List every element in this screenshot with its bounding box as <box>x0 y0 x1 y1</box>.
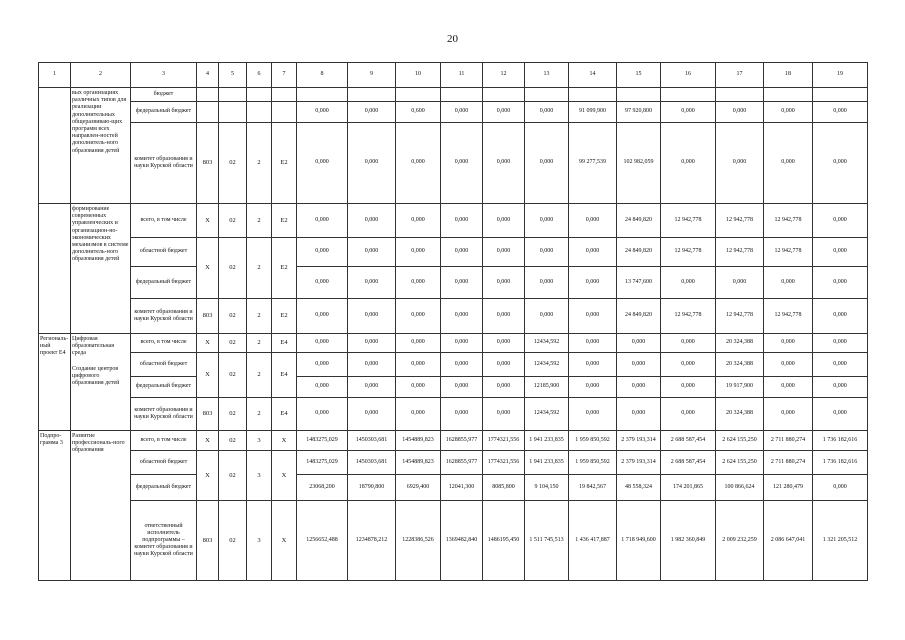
budget-code-cell <box>197 88 219 102</box>
budget-code-cell: Е4 <box>272 353 297 398</box>
funding-source-cell: областной бюджет <box>131 353 197 377</box>
column-number-cell: 19 <box>813 63 868 88</box>
amount-cell: 0,600 <box>396 102 441 123</box>
budget-code-cell: 2 <box>247 334 272 353</box>
amount-cell: 48 558,324 <box>617 475 661 501</box>
amount-cell: 20 324,388 <box>716 334 764 353</box>
column-number-cell: 4 <box>197 63 219 88</box>
amount-cell <box>764 88 813 102</box>
amount-cell: 0,000 <box>661 398 716 431</box>
amount-cell: 0,000 <box>483 377 525 398</box>
column-number-cell: 2 <box>71 63 131 88</box>
funding-source-cell: областной бюджет <box>131 451 197 475</box>
amount-cell: 1774321,556 <box>483 451 525 475</box>
amount-cell: 1486195,450 <box>483 501 525 581</box>
amount-cell: 12 942,778 <box>716 238 764 267</box>
amount-cell: 0,000 <box>396 238 441 267</box>
amount-cell: 1628855,977 <box>441 451 483 475</box>
budget-code-cell: Е2 <box>272 123 297 204</box>
program-title-cell <box>71 431 131 581</box>
amount-cell: 121 280,479 <box>764 475 813 501</box>
amount-cell: 12434,592 <box>525 334 569 353</box>
amount-cell <box>661 88 716 102</box>
amount-cell <box>396 88 441 102</box>
amount-cell: 0,000 <box>569 299 617 334</box>
column-number-cell: 11 <box>441 63 483 88</box>
table-row <box>39 238 868 267</box>
amount-cell: 0,000 <box>716 123 764 204</box>
funding-source-cell: комитет образования и науки Курской области <box>131 398 197 431</box>
amount-cell <box>297 88 348 102</box>
budget-code-cell: 02 <box>219 204 247 238</box>
amount-cell: 24 849,820 <box>617 204 661 238</box>
column-number-cell: 7 <box>272 63 297 88</box>
amount-cell: 0,000 <box>297 123 348 204</box>
column-number-cell: 6 <box>247 63 272 88</box>
table-row <box>39 398 868 431</box>
amount-cell: 13 747,600 <box>617 267 661 299</box>
amount-cell: 0,000 <box>661 353 716 377</box>
amount-cell: 12185,900 <box>525 377 569 398</box>
amount-cell: 1 436 417,887 <box>569 501 617 581</box>
amount-cell: 0,000 <box>483 334 525 353</box>
amount-cell: 0,000 <box>483 299 525 334</box>
funding-source-cell: всего, в том числе <box>131 431 197 451</box>
amount-cell <box>716 88 764 102</box>
amount-cell: 0,000 <box>297 398 348 431</box>
amount-cell: 0,000 <box>764 353 813 377</box>
budget-table-body <box>39 63 868 581</box>
amount-cell: 9 104,150 <box>525 475 569 501</box>
amount-cell: 1 941 233,835 <box>525 431 569 451</box>
amount-cell: 0,000 <box>441 377 483 398</box>
amount-cell <box>348 88 396 102</box>
budget-code-cell: Е2 <box>272 238 297 299</box>
amount-cell: 0,000 <box>525 267 569 299</box>
budget-code-cell <box>247 102 272 123</box>
budget-code-cell: X <box>272 451 297 501</box>
amount-cell: 1256652,488 <box>297 501 348 581</box>
amount-cell: 0,000 <box>483 267 525 299</box>
amount-cell: 0,000 <box>441 102 483 123</box>
budget-code-cell: 02 <box>219 451 247 501</box>
budget-code-cell: 2 <box>247 353 272 398</box>
column-number-cell: 5 <box>219 63 247 88</box>
amount-cell: 1369482,840 <box>441 501 483 581</box>
amount-cell: 0,000 <box>348 238 396 267</box>
budget-table <box>38 62 868 581</box>
funding-source-cell: бюджет <box>131 88 197 102</box>
amount-cell: 0,000 <box>813 299 868 334</box>
amount-cell: 0,000 <box>348 102 396 123</box>
budget-code-cell: 2 <box>247 398 272 431</box>
amount-cell: 174 201,865 <box>661 475 716 501</box>
amount-cell: 0,000 <box>396 267 441 299</box>
program-cell: Подпро-грамма 3 <box>39 431 71 581</box>
budget-code-cell: 2 <box>247 238 272 299</box>
funding-source-cell: федеральный бюджет <box>131 102 197 123</box>
amount-cell: 8085,800 <box>483 475 525 501</box>
amount-cell: 0,000 <box>813 475 868 501</box>
table-row <box>39 377 868 398</box>
table-row <box>39 267 868 299</box>
amount-cell <box>617 88 661 102</box>
budget-code-cell: X <box>197 451 219 501</box>
funding-source-cell: федеральный бюджет <box>131 267 197 299</box>
funding-source-cell: всего, в том числе <box>131 334 197 353</box>
amount-cell: 19 842,567 <box>569 475 617 501</box>
amount-cell: 0,000 <box>813 398 868 431</box>
amount-cell: 0,000 <box>396 353 441 377</box>
amount-cell: 0,000 <box>617 353 661 377</box>
amount-cell: 0,000 <box>297 353 348 377</box>
amount-cell: 0,000 <box>525 123 569 204</box>
amount-cell: 0,000 <box>483 102 525 123</box>
budget-code-cell <box>272 88 297 102</box>
budget-code-cell <box>247 88 272 102</box>
amount-cell: 12 942,778 <box>716 299 764 334</box>
amount-cell: 12 942,778 <box>661 204 716 238</box>
amount-cell: 0,000 <box>348 353 396 377</box>
amount-cell: 19 917,900 <box>716 377 764 398</box>
amount-cell: 1450303,681 <box>348 431 396 451</box>
amount-cell: 97 920,800 <box>617 102 661 123</box>
table-row <box>39 451 868 475</box>
budget-code-cell: 02 <box>219 501 247 581</box>
amount-cell: 0,000 <box>297 102 348 123</box>
amount-cell: 0,000 <box>661 334 716 353</box>
amount-cell <box>441 88 483 102</box>
amount-cell: 1483275,029 <box>297 431 348 451</box>
amount-cell: 0,000 <box>348 299 396 334</box>
amount-cell: 0,000 <box>764 102 813 123</box>
column-number-cell: 10 <box>396 63 441 88</box>
budget-code-cell: 02 <box>219 398 247 431</box>
budget-code-cell: 2 <box>247 123 272 204</box>
amount-cell: 0,000 <box>348 377 396 398</box>
amount-cell: 0,000 <box>441 334 483 353</box>
amount-cell: 0,000 <box>716 102 764 123</box>
amount-cell: 2 379 193,314 <box>617 431 661 451</box>
budget-code-cell: Е4 <box>272 334 297 353</box>
table-header-row <box>39 63 868 88</box>
table-row <box>39 334 868 353</box>
amount-cell: 0,000 <box>569 398 617 431</box>
budget-code-cell: X <box>272 431 297 451</box>
program-title-cell <box>71 88 131 204</box>
amount-cell: 0,000 <box>441 299 483 334</box>
column-number-cell: 16 <box>661 63 716 88</box>
amount-cell: 1483275,029 <box>297 451 348 475</box>
table-row <box>39 204 868 238</box>
budget-code-cell: 803 <box>197 501 219 581</box>
amount-cell: 0,000 <box>569 334 617 353</box>
amount-cell: 1 941 233,835 <box>525 451 569 475</box>
budget-code-cell: 02 <box>219 299 247 334</box>
program-title-cell <box>71 204 131 334</box>
amount-cell <box>525 88 569 102</box>
amount-cell: 0,000 <box>348 204 396 238</box>
amount-cell: 0,000 <box>396 204 441 238</box>
amount-cell: 12 942,778 <box>764 299 813 334</box>
program-cell <box>39 204 71 334</box>
amount-cell: 1628855,977 <box>441 431 483 451</box>
funding-source-cell: всего, в том числе <box>131 204 197 238</box>
table-row <box>39 353 868 377</box>
amount-cell: 0,000 <box>813 204 868 238</box>
budget-code-cell: Е2 <box>272 299 297 334</box>
amount-cell: 1228386,526 <box>396 501 441 581</box>
amount-cell: 0,000 <box>525 299 569 334</box>
table-row <box>39 299 868 334</box>
budget-code-cell: Е2 <box>272 204 297 238</box>
budget-code-cell: 02 <box>219 431 247 451</box>
amount-cell: 0,000 <box>348 334 396 353</box>
amount-cell: 0,000 <box>396 299 441 334</box>
amount-cell: 0,000 <box>441 204 483 238</box>
amount-cell: 12 942,778 <box>764 204 813 238</box>
program-title-line: вых организациях различных типов для реализации дополнительных общеразвиваю-щих программ всех направлен-ностей дополнитель-ного образования детей <box>72 90 127 154</box>
amount-cell: 0,000 <box>441 398 483 431</box>
amount-cell: 0,000 <box>764 398 813 431</box>
amount-cell: 1454889,823 <box>396 431 441 451</box>
amount-cell: 1 959 850,592 <box>569 451 617 475</box>
amount-cell: 0,000 <box>297 377 348 398</box>
amount-cell: 1 736 182,616 <box>813 431 868 451</box>
amount-cell: 0,000 <box>813 353 868 377</box>
amount-cell: 1 718 949,600 <box>617 501 661 581</box>
program-title-line: Развитие профессиональ-ного образования <box>72 433 125 454</box>
amount-cell: 0,000 <box>483 353 525 377</box>
amount-cell: 1454889,823 <box>396 451 441 475</box>
table-row <box>39 475 868 501</box>
program-cell: Региональ-ный проект Е4 <box>39 334 71 431</box>
column-number-cell: 14 <box>569 63 617 88</box>
budget-code-cell: 02 <box>219 353 247 398</box>
amount-cell: 0,000 <box>569 204 617 238</box>
budget-code-cell: 02 <box>219 334 247 353</box>
amount-cell: 2 688 587,454 <box>661 451 716 475</box>
budget-code-cell <box>197 102 219 123</box>
amount-cell: 0,000 <box>441 267 483 299</box>
amount-cell: 0,000 <box>813 238 868 267</box>
amount-cell: 1 959 850,592 <box>569 431 617 451</box>
amount-cell: 0,000 <box>348 267 396 299</box>
amount-cell: 0,000 <box>396 334 441 353</box>
amount-cell: 1 511 745,513 <box>525 501 569 581</box>
funding-source-cell: федеральный бюджет <box>131 475 197 501</box>
budget-code-cell: X <box>197 238 219 299</box>
amount-cell: 24 849,820 <box>617 299 661 334</box>
amount-cell: 12 942,778 <box>661 238 716 267</box>
column-number-cell: 13 <box>525 63 569 88</box>
amount-cell <box>813 88 868 102</box>
amount-cell: 0,000 <box>441 238 483 267</box>
amount-cell: 0,000 <box>483 398 525 431</box>
amount-cell: 0,000 <box>764 334 813 353</box>
column-number-cell: 15 <box>617 63 661 88</box>
program-title-line: Создание центров цифрового образования детей <box>72 365 120 386</box>
amount-cell: 100 866,624 <box>716 475 764 501</box>
budget-code-cell: Е4 <box>272 398 297 431</box>
amount-cell: 20 324,388 <box>716 353 764 377</box>
column-number-cell: 1 <box>39 63 71 88</box>
column-number-cell: 3 <box>131 63 197 88</box>
amount-cell: 1 736 182,616 <box>813 451 868 475</box>
amount-cell: 102 982,059 <box>617 123 661 204</box>
amount-cell: 0,000 <box>297 267 348 299</box>
amount-cell: 2 009 232,259 <box>716 501 764 581</box>
amount-cell: 18790,800 <box>348 475 396 501</box>
amount-cell: 12 942,778 <box>716 204 764 238</box>
budget-code-cell <box>272 102 297 123</box>
amount-cell: 20 324,388 <box>716 398 764 431</box>
funding-source-cell: ответственный исполнитель подпрограммы – комитет образования и науки Курской области <box>131 501 197 581</box>
column-number-cell: 18 <box>764 63 813 88</box>
amount-cell: 0,000 <box>441 353 483 377</box>
amount-cell: 1450303,681 <box>348 451 396 475</box>
amount-cell: 0,000 <box>617 334 661 353</box>
table-row <box>39 123 868 204</box>
amount-cell: 2 688 587,454 <box>661 431 716 451</box>
amount-cell: 91 099,900 <box>569 102 617 123</box>
amount-cell: 2 711 880,274 <box>764 431 813 451</box>
amount-cell: 12434,592 <box>525 398 569 431</box>
amount-cell: 0,000 <box>569 238 617 267</box>
amount-cell: 2 086 647,041 <box>764 501 813 581</box>
amount-cell: 0,000 <box>525 204 569 238</box>
amount-cell: 0,000 <box>764 377 813 398</box>
program-cell <box>39 88 71 204</box>
budget-code-cell: 803 <box>197 299 219 334</box>
amount-cell: 2 624 155,250 <box>716 431 764 451</box>
budget-code-cell: X <box>272 501 297 581</box>
amount-cell: 2 624 155,250 <box>716 451 764 475</box>
amount-cell: 0,000 <box>716 267 764 299</box>
amount-cell: 0,000 <box>525 238 569 267</box>
budget-code-cell: 02 <box>219 123 247 204</box>
amount-cell: 0,000 <box>661 102 716 123</box>
amount-cell: 12041,300 <box>441 475 483 501</box>
amount-cell: 1774321,556 <box>483 431 525 451</box>
amount-cell: 0,000 <box>525 102 569 123</box>
amount-cell: 0,000 <box>396 398 441 431</box>
budget-code-cell <box>219 102 247 123</box>
amount-cell: 0,000 <box>396 123 441 204</box>
amount-cell <box>483 88 525 102</box>
budget-code-cell: 803 <box>197 398 219 431</box>
budget-code-cell: 3 <box>247 501 272 581</box>
amount-cell: 0,000 <box>661 267 716 299</box>
amount-cell: 0,000 <box>813 102 868 123</box>
amount-cell: 24 849,820 <box>617 238 661 267</box>
amount-cell: 0,000 <box>661 377 716 398</box>
amount-cell: 0,000 <box>441 123 483 204</box>
table-row <box>39 501 868 581</box>
budget-code-cell <box>219 88 247 102</box>
table-row <box>39 431 868 451</box>
amount-cell: 1234878,212 <box>348 501 396 581</box>
table-row <box>39 88 868 102</box>
amount-cell: 0,000 <box>569 267 617 299</box>
budget-code-cell: 803 <box>197 123 219 204</box>
amount-cell <box>569 88 617 102</box>
amount-cell: 0,000 <box>297 238 348 267</box>
amount-cell: 0,000 <box>569 377 617 398</box>
funding-source-cell: комитет образования и науки Курской области <box>131 123 197 204</box>
amount-cell: 0,000 <box>617 377 661 398</box>
budget-code-cell: 3 <box>247 451 272 501</box>
amount-cell: 12434,592 <box>525 353 569 377</box>
budget-code-cell: X <box>197 334 219 353</box>
budget-code-cell: X <box>197 353 219 398</box>
amount-cell: 0,000 <box>297 299 348 334</box>
amount-cell: 1 321 205,512 <box>813 501 868 581</box>
amount-cell: 0,000 <box>813 267 868 299</box>
amount-cell: 0,000 <box>483 123 525 204</box>
amount-cell: 12 942,778 <box>764 238 813 267</box>
program-title-line: формирование современных управленческих и организацион-но-экономических механизмов в системе дополнитель-ного образования детей <box>72 206 129 263</box>
column-number-cell: 9 <box>348 63 396 88</box>
amount-cell: 6929,400 <box>396 475 441 501</box>
budget-code-cell: 02 <box>219 238 247 299</box>
program-title-line: Цифровая образовательная среда <box>72 336 114 357</box>
amount-cell: 0,000 <box>617 398 661 431</box>
amount-cell: 0,000 <box>483 204 525 238</box>
budget-code-cell: X <box>197 431 219 451</box>
amount-cell: 2 711 880,274 <box>764 451 813 475</box>
amount-cell: 0,000 <box>813 123 868 204</box>
amount-cell: 99 277,539 <box>569 123 617 204</box>
funding-source-cell: комитет образования и науки Курской области <box>131 299 197 334</box>
page-number: 20 <box>447 33 458 45</box>
amount-cell: 0,000 <box>483 238 525 267</box>
amount-cell: 0,000 <box>297 204 348 238</box>
budget-code-cell: 2 <box>247 299 272 334</box>
amount-cell: 12 942,778 <box>661 299 716 334</box>
amount-cell: 0,000 <box>396 377 441 398</box>
budget-code-cell: X <box>197 204 219 238</box>
column-number-cell: 12 <box>483 63 525 88</box>
table-row <box>39 102 868 123</box>
column-number-cell: 8 <box>297 63 348 88</box>
column-number-cell: 17 <box>716 63 764 88</box>
amount-cell: 0,000 <box>348 123 396 204</box>
amount-cell: 0,000 <box>764 123 813 204</box>
amount-cell: 0,000 <box>764 267 813 299</box>
funding-source-cell: областной бюджет <box>131 238 197 267</box>
funding-source-cell: федеральный бюджет <box>131 377 197 398</box>
amount-cell: 0,000 <box>813 377 868 398</box>
budget-code-cell: 3 <box>247 431 272 451</box>
amount-cell: 1 982 360,849 <box>661 501 716 581</box>
program-title-cell <box>71 334 131 431</box>
budget-code-cell: 2 <box>247 204 272 238</box>
amount-cell: 23068,200 <box>297 475 348 501</box>
amount-cell: 0,000 <box>813 334 868 353</box>
amount-cell: 0,000 <box>297 334 348 353</box>
amount-cell: 0,000 <box>661 123 716 204</box>
amount-cell: 2 379 193,314 <box>617 451 661 475</box>
amount-cell: 0,000 <box>348 398 396 431</box>
amount-cell: 0,000 <box>569 353 617 377</box>
